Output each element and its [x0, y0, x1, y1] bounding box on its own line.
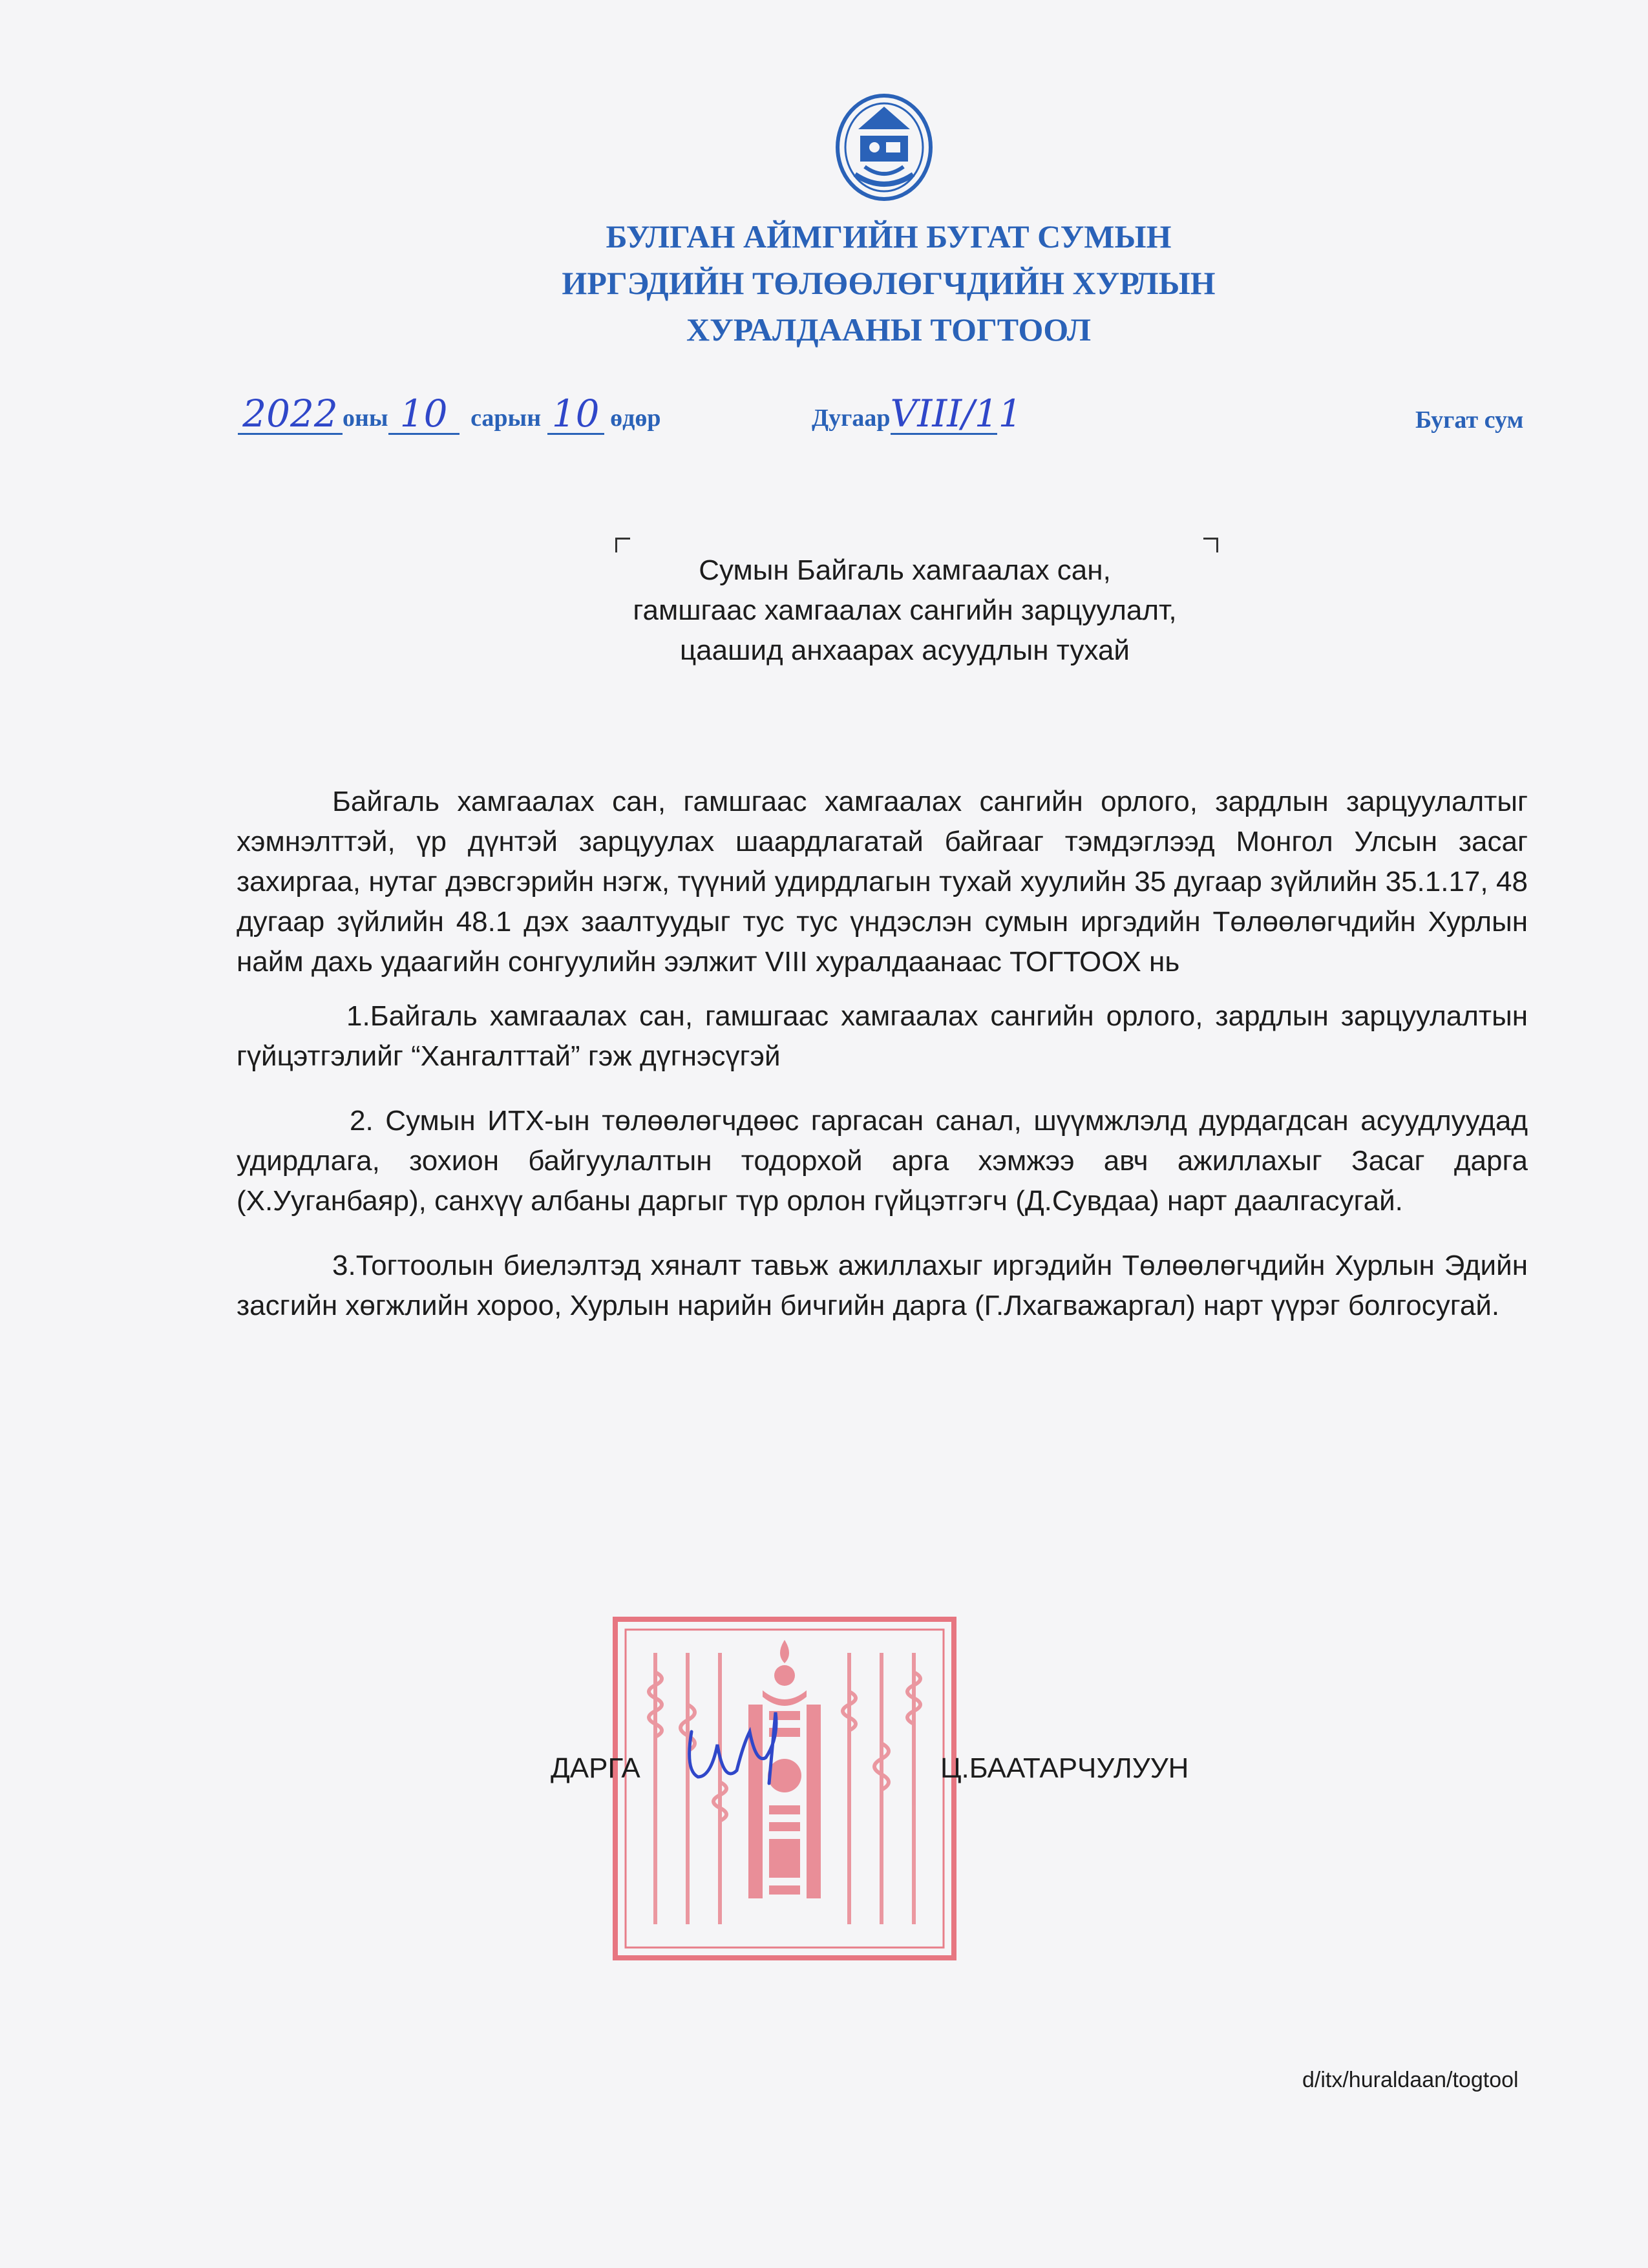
subject-line-1: Сумын Байгаль хамгаалах сан,: [699, 554, 1111, 586]
header-line-2: ИРГЭДИЙН ТӨЛӨӨЛӨГЧДИЙН ХУРЛЫН: [562, 265, 1216, 301]
document-header: [452, 213, 1325, 353]
subject-line-3: цаашид анхаарах асуудлын тухай: [679, 635, 1130, 666]
resolution-item-3: 3.Тогтоолын биелэлтэд хяналт тавьж ажиллахыг иргэдийн Төлөөлөгчдийн Хурлын Эдийн засгийн хөгжлийн хороо, Хурлын нарийн бичгийн дарга (Г.Лхагважаргал) нарт үүрэг болгосугай.: [237, 1250, 1528, 1321]
file-path: d/itx/huraldaan/togtool: [1302, 2068, 1519, 2092]
date-line: [238, 394, 660, 439]
subject-line-2: гамшгаас хамгаалах сангийн зарцуулалт,: [633, 594, 1177, 626]
date-month: 10: [388, 394, 460, 435]
place-name: Бугат сум: [1415, 406, 1524, 434]
state-emblem-icon: [829, 90, 939, 207]
document-body: [237, 782, 1528, 1326]
resolution-item-2: 2. Сумын ИТХ-ын төлөөлөгчдөөс гаргасан санал, шүүмжлэлд дурдагдсан асуудлуудад удирдлага, зохион байгуулалтын тодорхой арга хэмжээ авч ажиллахыг Засаг дарга (Х.Ууганбаяр), санхүү албаны даргыг түр орлон гүйцэтгэгч (Д.Сувдаа) нарт даалгасугай.: [237, 1105, 1528, 1217]
date-month-label: сарын: [470, 404, 542, 432]
header-line-3: ХУРАЛДААНЫ ТОГТООЛ: [686, 311, 1092, 348]
header-line-1: БУЛГАН АЙМГИЙН БУГАТ СУМЫН: [606, 218, 1172, 255]
intro-paragraph: Байгаль хамгаалах сан, гамшгаас хамгаалах сангийн орлого, зардлын зарцуулалтыг хэмнэлттэй, үр дүнтэй зарцуулах шаардлагатай байгааг тэмдэглээд Монгол Улсын засаг захиргаа, нутаг дэвсгэрийн нэгж, түүний удирдлагын тухай хуулийн 35 дугаар зүйлийн 35.1.17, 48 дугаар зүйлийн 48.1 дэх заалтуудыг тус тус үндэслэн сумын иргэдийн Төлөөлөгчдийн Хурлын найм дахь удаагийн сонгуулийн ээлжит VIII хуралдаанаас ТОГТООХ нь: [237, 786, 1528, 978]
subject-title: [549, 551, 1260, 671]
signatory-name: Ц.БААТАРЧУЛУУН: [940, 1752, 1189, 1784]
handwritten-signature: [672, 1706, 821, 1803]
number-value: VIII/11: [890, 392, 1022, 436]
date-year: 2022: [238, 394, 343, 435]
date-day: 10: [547, 394, 604, 435]
date-year-label: оны: [343, 404, 388, 432]
decree-number: [812, 392, 1022, 439]
resolution-item-1: 1.Байгаль хамгаалах сан, гамшгаас хамгаалах сангийн орлого, зардлын зарцуулалтын гүйцэтгэлийг “Хангалттай” гэж дүгнэсүгэй: [237, 1000, 1528, 1072]
signatory-role: ДАРГА: [551, 1752, 640, 1784]
date-day-label: өдөр: [610, 404, 661, 432]
number-label: Дугаар: [812, 404, 891, 432]
